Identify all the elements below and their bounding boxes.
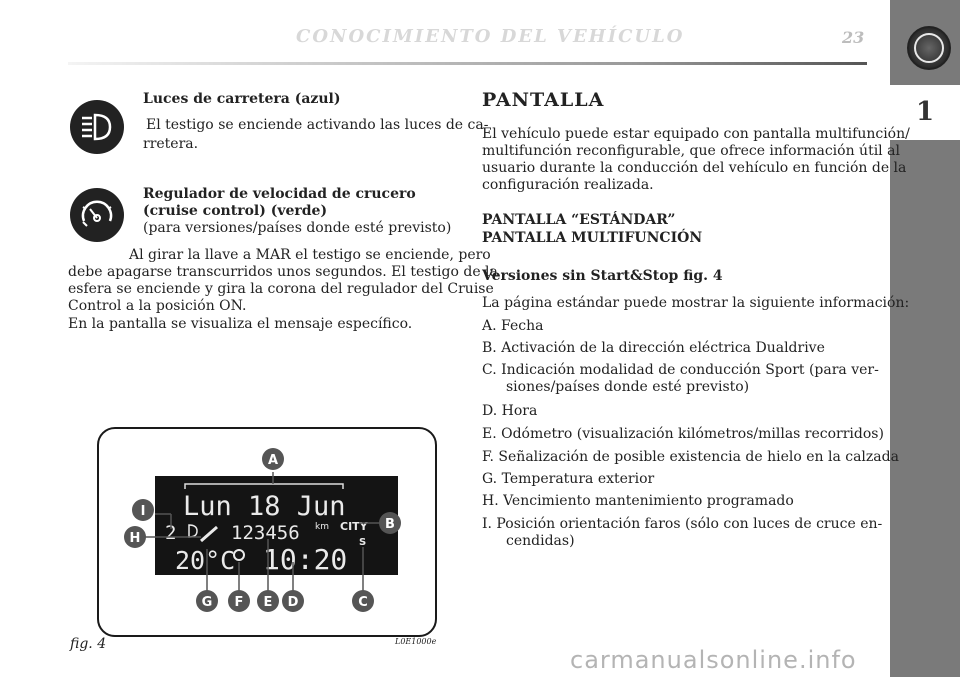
list-item: H. Vencimiento mantenimiento programado	[482, 493, 794, 509]
cruise-body-4: En la pantalla se visualiza el mensaje específico.	[68, 316, 413, 332]
display-mode: CITY	[340, 520, 368, 533]
cruise-body-1: debe apagarse transcurridos unos segundos. El testigo de la	[68, 264, 498, 280]
callout-c-label: C	[358, 595, 368, 610]
list-item: E. Odómetro (visualización kilómetros/millas recorridos)	[482, 426, 884, 442]
display-level: 2	[165, 522, 177, 544]
intro-line-2: usuario durante la conducción del vehículo en función de la	[482, 160, 907, 176]
display-time: 10:20	[263, 543, 348, 576]
list-item: A. Fecha	[482, 318, 544, 334]
list-item: C. Indicación modalidad de conducción Sport (para ver-	[482, 362, 879, 378]
list-item: B. Activación de la dirección eléctrica Dualdrive	[482, 340, 825, 356]
callout-d-label: D	[287, 595, 299, 610]
brand-logo	[907, 26, 951, 70]
cruise-body-3: Control a la posición ON.	[68, 298, 247, 314]
cruise-control-icon	[70, 188, 124, 242]
callout-f-label: F	[234, 595, 244, 610]
callout-a-label: A	[267, 453, 279, 468]
page-number: 23	[842, 28, 865, 47]
header-rule	[68, 62, 867, 65]
subheading-versions: Versiones sin Start&Stop fig. 4	[482, 268, 723, 284]
subheading-standard: PANTALLA “ESTÁNDAR”	[482, 212, 676, 228]
footer-watermark: carmanualsonline.info	[570, 646, 857, 674]
intro-line-3: configuración realizada.	[482, 177, 654, 193]
callout-i-label: I	[140, 504, 146, 519]
lights-line2: rretera.	[143, 136, 199, 152]
cruise-note: (para versiones/países donde esté previsto)	[143, 220, 452, 236]
display-odometer: 123456	[231, 522, 300, 544]
cruise-title-2: (cruise control) (verde)	[143, 203, 328, 219]
list-item: F. Señalización de posible existencia de hielo en la calzada	[482, 449, 899, 465]
list-item: siones/países donde esté previsto)	[506, 379, 750, 395]
chapter-sidebar	[890, 0, 960, 677]
list-item: cendidas)	[506, 533, 575, 549]
lead-text: La página estándar puede mostrar la siguiente información:	[482, 295, 910, 311]
display-date: Lun 18 Jun	[183, 491, 346, 522]
high-beam-icon	[70, 100, 124, 154]
callout-g-label: G	[201, 595, 213, 610]
display-unit: km	[315, 522, 329, 532]
lights-title: Luces de carretera (azul)	[143, 91, 341, 107]
cruise-title-1: Regulador de velocidad de crucero	[143, 186, 416, 202]
section-heading: PANTALLA	[482, 89, 605, 111]
lights-line1: El testigo se enciende activando las luces de ca-	[146, 117, 489, 133]
callout-e-label: E	[263, 595, 273, 610]
figure-caption: fig. 4	[70, 636, 107, 652]
intro-line-1: multifunción reconfigurable, que ofrece información útil al	[482, 143, 900, 159]
list-item: I. Posición orientación faros (sólo con luces de cruce en-	[482, 516, 883, 532]
cruise-body-2: esfera se enciende y gira la corona del regulador del Cruise	[68, 281, 494, 297]
display-illustration	[97, 427, 433, 633]
list-item: D. Hora	[482, 403, 538, 419]
display-sport: S	[359, 537, 367, 548]
page-header-title: CONOCIMIENTO DEL VEHÍCULO	[296, 26, 685, 47]
display-temp: 20°C	[175, 546, 236, 575]
subheading-multifunction: PANTALLA MULTIFUNCIÓN	[482, 230, 703, 246]
callout-h-label: H	[129, 531, 141, 546]
chapter-tab[interactable]: 1	[890, 85, 960, 140]
cruise-body-0: Al girar la llave a MAR el testigo se enciende, pero	[129, 247, 491, 263]
list-item: G. Temperatura exterior	[482, 471, 655, 487]
figure-code: L0E1000e	[395, 637, 437, 646]
callout-b-label: B	[385, 517, 395, 532]
intro-line-0: El vehículo puede estar equipado con pantalla multifunción/	[482, 126, 910, 142]
